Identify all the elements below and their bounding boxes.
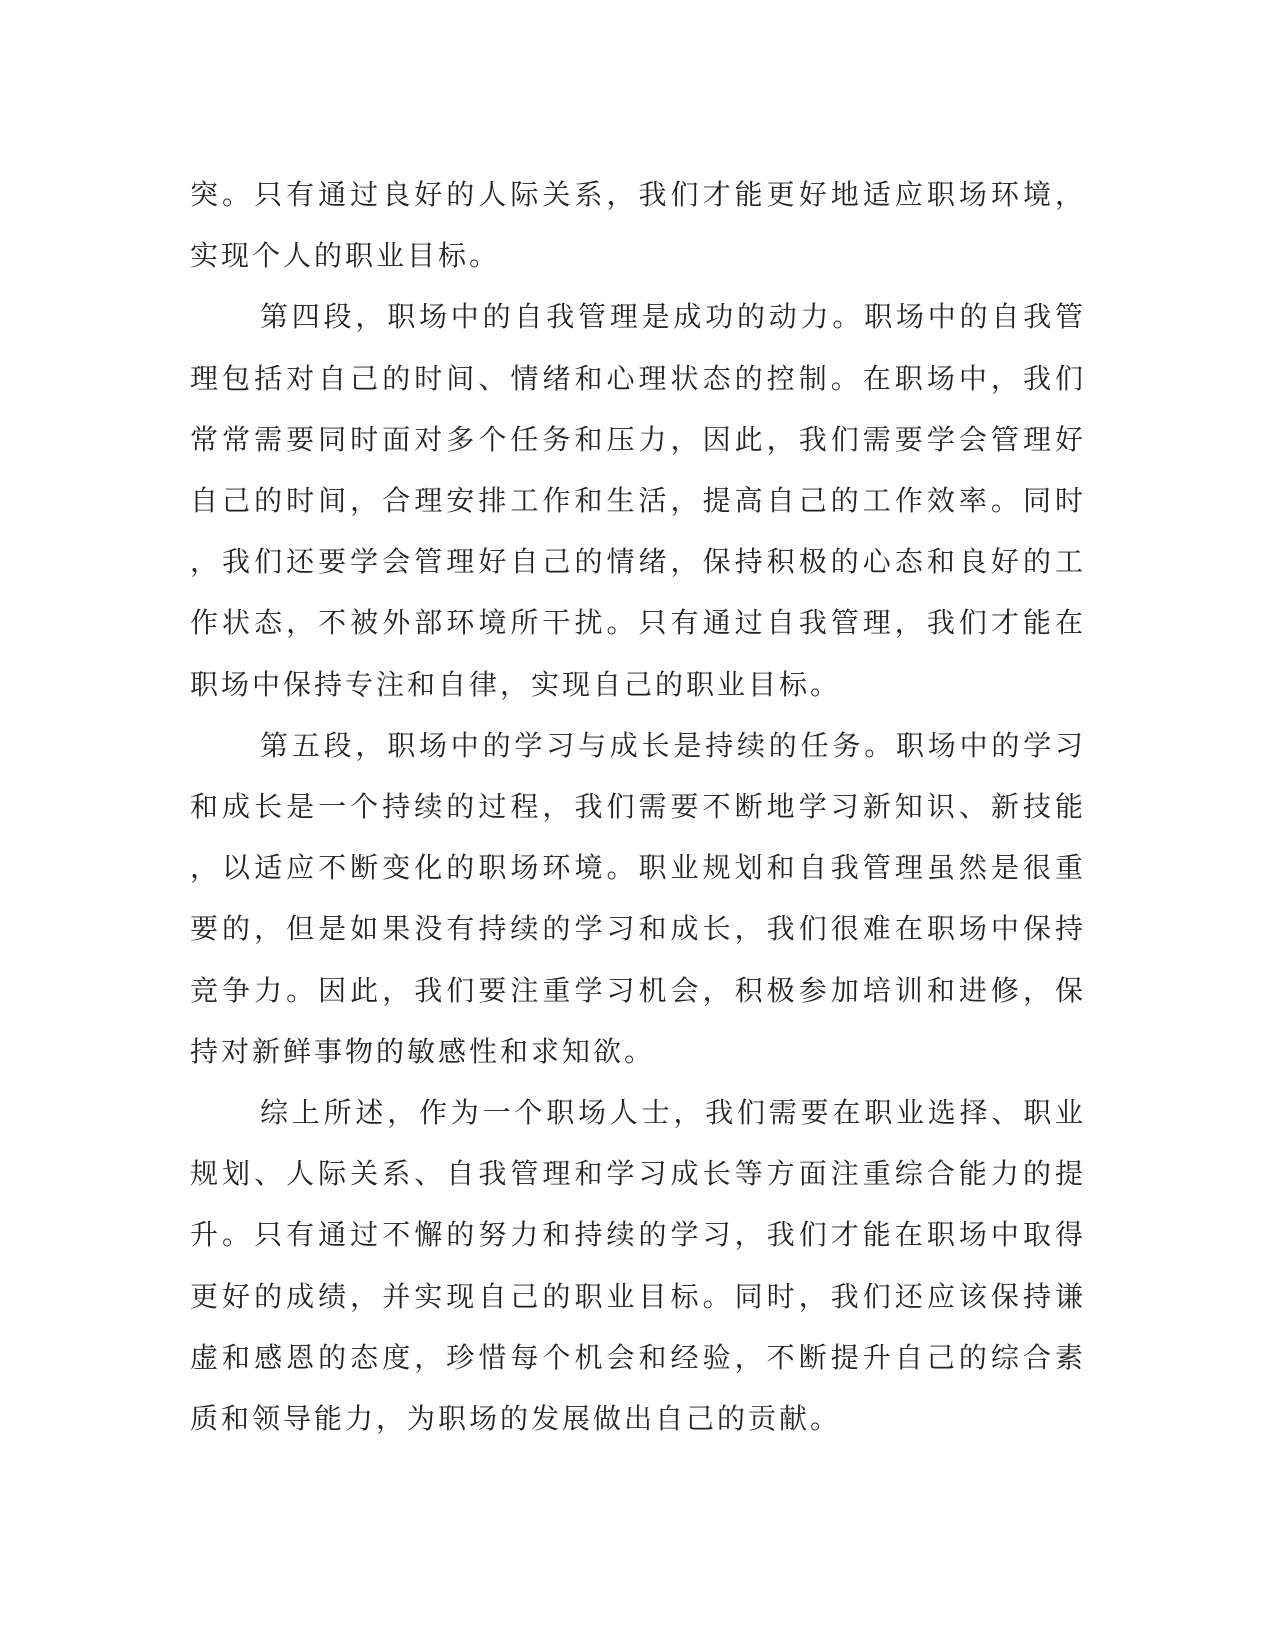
- document-body: [190, 164, 1086, 1449]
- paragraph-section-four: 第四段，职场中的自我管理是成功的动力。职场中的自我管理包括对自己的时间、情绪和心理状态的控制。在职场中，我们常常需要同时面对多个任务和压力，因此，我们需要学会管理好自己的时间，合理安排工作和生活，提高自己的工作效率。同时，我们还要学会管理好自己的情绪，保持积极的心态和良好的工作状态，不被外部环境所干扰。只有通过自我管理，我们才能在职场中保持专注和自律，实现自己的职业目标。: [190, 300, 1086, 701]
- paragraph-continuation: 突。只有通过良好的人际关系，我们才能更好地适应职场环境，实现个人的职业目标。: [190, 178, 1086, 273]
- paragraph-section-five: 第五段，职场中的学习与成长是持续的任务。职场中的学习和成长是一个持续的过程，我们需要不断地学习新知识、新技能，以适应不断变化的职场环境。职业规划和自我管理虽然是很重要的，但是如果没有持续的学习和成长，我们很难在职场中保持竞争力。因此，我们要注重学习机会，积极参加培训和进修，保持对新鲜事物的敏感性和求知欲。: [190, 728, 1086, 1068]
- paragraph-conclusion: 综上所述，作为一个职场人士，我们需要在职业选择、职业规划、人际关系、自我管理和学习成长等方面注重综合能力的提升。只有通过不懈的努力和持续的学习，我们才能在职场中取得更好的成绩，并实现自己的职业目标。同时，我们还应该保持谦虚和感恩的态度，珍惜每个机会和经验，不断提升自己的综合素质和领导能力，为职场的发展做出自己的贡献。: [190, 1096, 1086, 1436]
